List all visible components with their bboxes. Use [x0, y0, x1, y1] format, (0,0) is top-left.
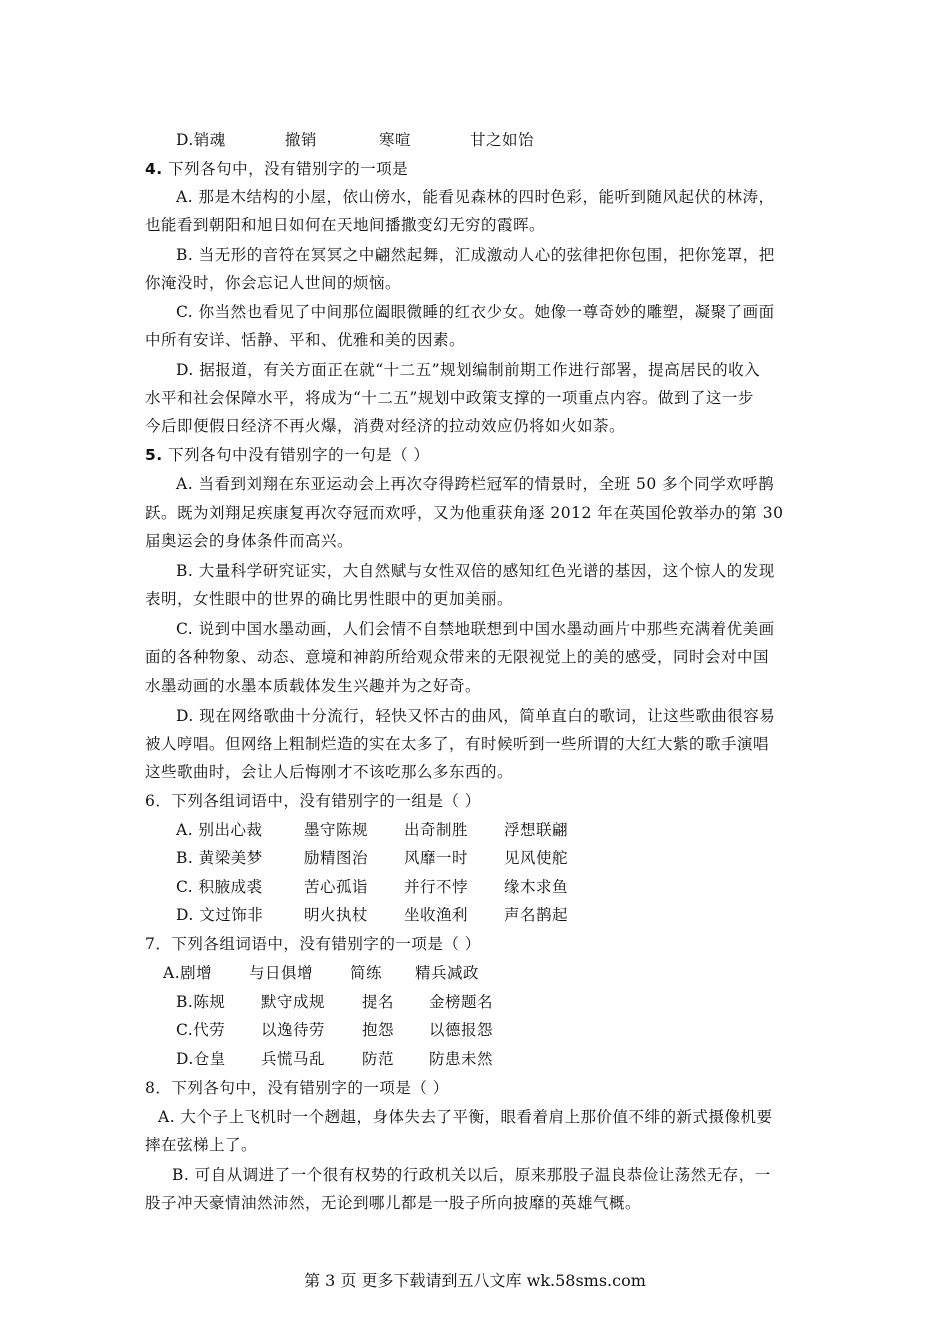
- q4-number: 4.: [145, 160, 163, 178]
- q5-number: 5.: [145, 446, 163, 464]
- q7-option: 默守成规: [261, 993, 326, 1011]
- q5-line: A. 当看到刘翔在东亚运动会上再次夺得跨栏冠军的情景时，全班 50 多个同学欢呼鹊: [176, 475, 775, 493]
- q4-line: 你淹没时，你会忘记人世间的烦恼。: [145, 274, 402, 292]
- q5-line: 被人哼唱。但网络上粗制烂造的实在太多了，有时候听到一些所谓的大红大紫的歌手演唱: [145, 735, 770, 753]
- q4-line: 今后即便假日经济不再火爆，消费对经济的拉动效应仍将如火如荼。: [145, 417, 626, 435]
- q5-line: 表明，女性眼中的世界的确比男性眼中的更加美丽。: [145, 590, 514, 608]
- q4-line: 也能看到朝阳和旭日如何在天地间播撒变幻无穷的霞晖。: [145, 216, 546, 234]
- q4-stem-text: 下列各句中，没有错别字的一项是: [168, 160, 409, 178]
- q7-option: B.陈规: [176, 993, 226, 1011]
- q8-line: A. 大个子上飞机时一个趔趄，身体失去了平衡，眼看着肩上那价值不绯的新式摄像机要: [158, 1108, 773, 1126]
- q4-line: A. 那是木结构的小屋，依山傍水，能看见森林的四时色彩，能听到随风起伏的林涛，: [176, 188, 775, 206]
- q8-line: 摔在弦梯上了。: [145, 1136, 258, 1154]
- q7-option: 防范: [362, 1050, 395, 1068]
- q6-option: 风靡一时: [404, 849, 469, 867]
- q3-option-d-word4: 甘之如饴: [470, 131, 535, 149]
- q7-option: 简练: [350, 964, 383, 982]
- q6-option: 励精图治: [304, 849, 369, 867]
- q6-option: A. 别出心裁: [176, 821, 263, 839]
- q6-option: 苦心孤诣: [304, 878, 369, 896]
- q5-line: 这些歌曲时，会让人后悔刚才不该吃那么多东西的。: [145, 763, 514, 781]
- q6-option: 明火执杖: [304, 906, 369, 924]
- q7-option: 防患未然: [429, 1050, 494, 1068]
- q6-option: C. 积腋成裘: [176, 878, 263, 896]
- q7-option: A.剧增: [163, 964, 213, 982]
- q4-stem: [145, 159, 408, 179]
- q6-option: 墨守陈规: [304, 821, 369, 839]
- q5-stem: [145, 445, 430, 465]
- q8-line: 股子冲天豪情油然沛然，无论到哪儿都是一股子所向披靡的英雄气概。: [145, 1194, 642, 1212]
- q4-line: C. 你当然也看见了中间那位阖眼微睡的红衣少女。她像一尊奇妙的雕塑，凝聚了画面: [176, 303, 775, 321]
- q8-line: B. 可自从调进了一个很有权势的行政机关以后，原来那股子温良恭俭让荡然无存，一: [172, 1166, 771, 1184]
- q7-option: 精兵减政: [415, 964, 480, 982]
- q7-option: 提名: [362, 993, 395, 1011]
- q6-stem: 6．下列各组词语中，没有错别字的一组是（ ）: [145, 792, 481, 810]
- q5-line: D. 现在网络歌曲十分流行，轻快又怀古的曲风，简单直白的歌词，让这些歌曲很容易: [176, 707, 776, 725]
- q4-line: 中所有安详、恬静、平和、优雅和美的因素。: [145, 331, 466, 349]
- q6-option: B. 黄梁美梦: [176, 849, 263, 867]
- q4-line: 水平和社会保障水平，将成为“十二五”规划中政策支撑的一项重点内容。做到了这一步: [145, 389, 754, 407]
- q5-line: B. 大量科学研究证实，大自然赋与女性双倍的感知红色光谱的基因，这个惊人的发现: [176, 562, 775, 580]
- q3-option-d-word2: 撤销: [285, 131, 318, 149]
- q8-stem: 8．下列各句中，没有错别字的一项是（ ）: [145, 1079, 449, 1097]
- q5-line: C. 说到中国水墨动画，人们会情不自禁地联想到中国水墨动画片中那些充满着优美画: [176, 620, 775, 638]
- page-footer: 第 3 页 更多下载请到五八文库 wk.58sms.com: [304, 1271, 646, 1290]
- q5-line: 跃。既为刘翔足疾康复再次夺冠而欢呼，又为他重获角逐 2012 年在英国伦敦举办的第 30: [145, 504, 784, 522]
- q3-option-d-label: D.销魂: [176, 131, 226, 149]
- q7-option: C.代劳: [176, 1021, 226, 1039]
- q7-option: 兵慌马乱: [261, 1050, 326, 1068]
- q7-stem: 7．下列各组词语中，没有错别字的一项是（ ）: [145, 935, 481, 953]
- q6-option: D. 文过饰非: [176, 906, 264, 924]
- q7-option: 以逸待劳: [261, 1021, 326, 1039]
- q3-option-d-word3: 寒喧: [379, 131, 412, 149]
- q4-line: D. 据报道，有关方面正在就“十二五”规划编制前期工作进行部署，提高居民的收入: [176, 361, 761, 379]
- q5-stem-text: 下列各句中没有错别字的一句是（ ）: [168, 446, 430, 464]
- q5-line: 届奥运会的身体条件而高兴。: [145, 532, 354, 550]
- q6-option: 声名鹊起: [504, 906, 569, 924]
- q6-option: 并行不悖: [404, 878, 469, 896]
- q6-option: 缘木求鱼: [504, 878, 569, 896]
- q6-option: 出奇制胜: [404, 821, 469, 839]
- q5-line: 面的各种物象、动态、意境和神韵所给观众带来的无限视觉上的美的感受，同时会对中国: [145, 648, 770, 666]
- q6-option: 见风使舵: [504, 849, 569, 867]
- q6-option: 坐收渔利: [404, 906, 469, 924]
- q5-line: 水墨动画的水墨本质载体发生兴趣并为之好奇。: [145, 677, 482, 695]
- q6-option: 浮想联翩: [504, 821, 569, 839]
- q7-option: 金榜题名: [429, 993, 494, 1011]
- q7-option: 与日俱增: [249, 964, 314, 982]
- q4-line: B. 当无形的音符在冥冥之中翩然起舞，汇成激动人心的弦律把你包围，把你笼罩，把: [176, 246, 775, 264]
- q7-option: 以德报怨: [429, 1021, 494, 1039]
- q7-option: 抱怨: [362, 1021, 395, 1039]
- q7-option: D.仓皇: [176, 1050, 226, 1068]
